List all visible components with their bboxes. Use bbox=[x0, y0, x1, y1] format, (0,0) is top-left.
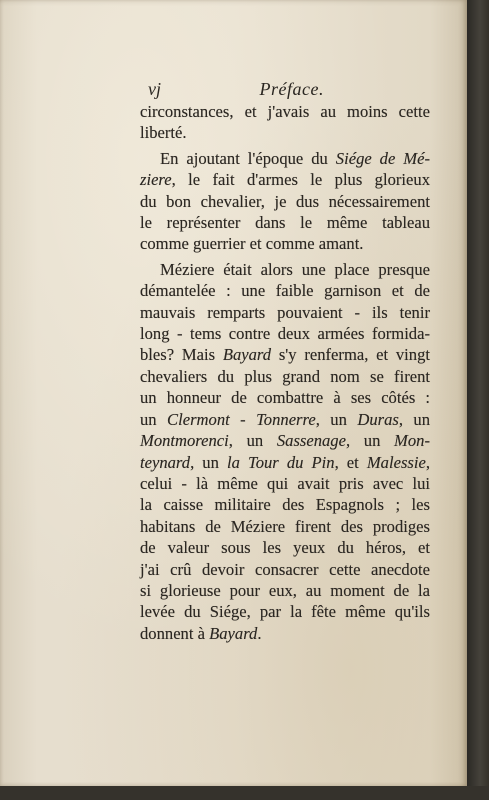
italic-segment: Bayard bbox=[222, 345, 272, 365]
text-line bbox=[140, 473, 430, 494]
text-line bbox=[140, 148, 430, 169]
text-segment: , un bbox=[398, 409, 431, 429]
body-text bbox=[140, 101, 430, 644]
text-line bbox=[140, 601, 430, 622]
page-number: vj bbox=[148, 79, 161, 99]
text-segment: circonstances, et j'avais au moins cette bbox=[140, 102, 430, 121]
paragraph bbox=[140, 101, 430, 144]
text-line bbox=[140, 302, 430, 323]
text-segment: la caisse militaire des Espagnols ; les bbox=[140, 495, 430, 515]
italic-segment: Bayard bbox=[209, 623, 258, 643]
paragraph bbox=[140, 148, 430, 255]
text-segment: . bbox=[257, 623, 262, 643]
text-segment: long - tems contre deux armées formida- bbox=[140, 324, 430, 344]
text-segment: liberté. bbox=[140, 123, 187, 143]
text-segment: bles? Mais bbox=[140, 345, 223, 365]
text-segment: un honneur de combattre à ses côtés : bbox=[140, 388, 430, 408]
text-segment: mauvais remparts pouvaient - ils tenir bbox=[140, 302, 430, 322]
text-line bbox=[140, 366, 430, 387]
text-segment: , un bbox=[190, 452, 227, 472]
text-segment: , bbox=[425, 452, 431, 472]
italic-segment: Sassenage bbox=[276, 431, 346, 451]
scan-background-bottom bbox=[0, 786, 489, 800]
running-title: Préface. bbox=[259, 79, 324, 99]
text-line bbox=[140, 559, 430, 580]
text-line bbox=[140, 409, 430, 430]
text-segment: , un bbox=[228, 431, 277, 451]
text-line bbox=[140, 344, 430, 365]
italic-segment: Malessie bbox=[366, 452, 426, 472]
text-segment: , le fait d'armes le plus glorieux bbox=[171, 170, 430, 190]
text-segment: donnent à bbox=[140, 623, 210, 643]
text-line bbox=[140, 430, 430, 451]
italic-segment: Mon- bbox=[394, 431, 430, 451]
text-line bbox=[140, 212, 430, 233]
text-segment: Méziere était alors une place presque bbox=[160, 259, 430, 279]
paragraph bbox=[140, 259, 430, 644]
text-line bbox=[140, 387, 430, 408]
text-line bbox=[140, 169, 430, 190]
text-segment: comme guerrier et comme amant. bbox=[140, 234, 364, 254]
text-line bbox=[140, 537, 430, 558]
text-segment: En ajoutant l'époque du bbox=[160, 148, 336, 168]
italic-segment: ziere bbox=[140, 170, 172, 190]
text-line bbox=[140, 233, 430, 254]
text-segment: s'y renferma, et vingt bbox=[271, 345, 430, 365]
text-segment: du bon chevalier, je dus nécessairement bbox=[140, 191, 430, 211]
text-segment: chevaliers du plus grand nom se firent bbox=[140, 366, 430, 386]
text-segment: j'ai crû devoir consacrer cette anecdote bbox=[140, 559, 430, 579]
italic-segment: Clermont - Tonnerre bbox=[167, 409, 316, 429]
italic-segment: Duras bbox=[357, 409, 399, 429]
scan-background-right bbox=[467, 0, 489, 800]
text-segment: , un bbox=[315, 409, 358, 429]
italic-segment: teynard bbox=[140, 452, 191, 472]
italic-segment: Montmorenci bbox=[140, 431, 229, 451]
italic-segment: Siége de Mé- bbox=[335, 148, 431, 168]
text-line bbox=[140, 494, 430, 515]
text-segment: celui - là même qui avait pris avec lui bbox=[140, 473, 430, 493]
text-line bbox=[140, 323, 430, 344]
text-line bbox=[140, 280, 430, 301]
text-line bbox=[140, 623, 430, 644]
text-segment: , et bbox=[334, 452, 367, 472]
text-segment: démantelée : une faible garnison et de bbox=[140, 281, 430, 301]
text-line bbox=[140, 101, 430, 122]
text-segment: le représenter dans le même tableau bbox=[140, 213, 430, 233]
text-segment: si glorieuse pour eux, au moment de la bbox=[140, 580, 430, 600]
text-segment: levée du Siége, par la fête même qu'ils bbox=[140, 602, 430, 622]
text-line bbox=[140, 580, 430, 601]
text-segment: un bbox=[140, 409, 168, 429]
text-line bbox=[140, 452, 430, 473]
text-segment: habitans de Méziere firent des prodiges bbox=[140, 516, 430, 536]
text-line bbox=[140, 191, 430, 212]
text-segment: de valeur sous les yeux du héros, et bbox=[140, 538, 430, 558]
text-segment: , un bbox=[345, 431, 395, 451]
text-line bbox=[140, 516, 430, 537]
italic-segment: la Tour du Pin bbox=[227, 452, 335, 472]
text-line bbox=[140, 259, 430, 280]
text-line bbox=[140, 122, 430, 143]
